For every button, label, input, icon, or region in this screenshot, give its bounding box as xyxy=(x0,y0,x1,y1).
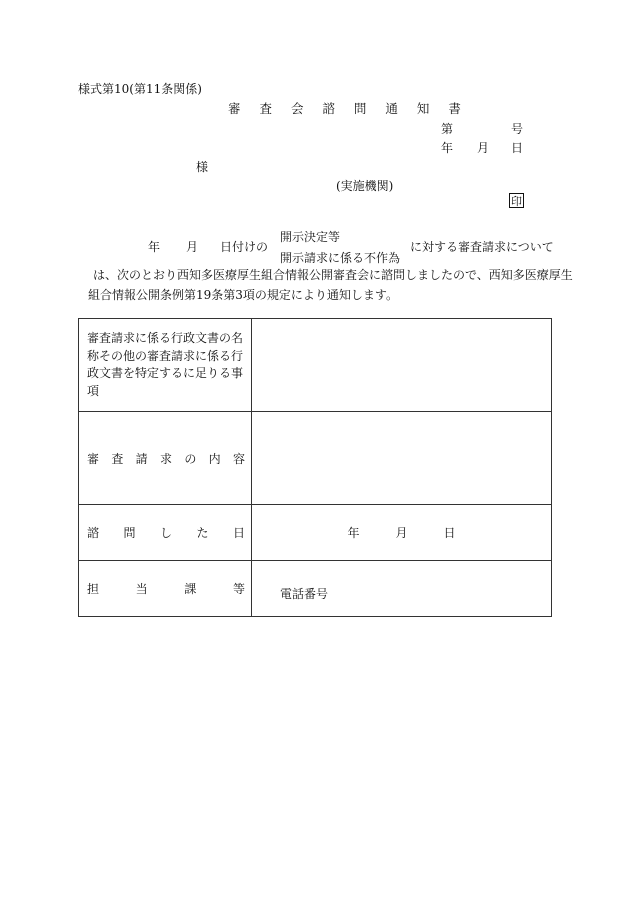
label-char: 内 xyxy=(208,451,221,466)
addressee-suffix: 様 xyxy=(196,160,209,174)
seal-mark: 印 xyxy=(511,195,522,208)
label-char: 問 xyxy=(123,526,136,540)
label-consultation-date xyxy=(79,505,252,561)
document-title: 審 査 会 諮 問 通 知 書 xyxy=(228,101,469,116)
body-line-3: 組合情報公開条例第19条第3項の規定により通知します。 xyxy=(88,288,398,302)
agency-label: (実施機関) xyxy=(336,179,394,193)
label-char: の xyxy=(184,451,197,466)
label-char: し xyxy=(159,526,172,540)
label-char: 請 xyxy=(135,451,148,466)
notification-table xyxy=(78,318,552,617)
label-char: 当 xyxy=(135,582,148,596)
form-number: 様式第10(第11条関係) xyxy=(78,82,202,96)
table-row xyxy=(79,505,552,561)
consultation-year-label: 年 xyxy=(347,526,360,540)
value-consultation-date[interactable] xyxy=(252,505,552,561)
label-char: 等 xyxy=(232,582,245,596)
date-month-label: 月 xyxy=(477,141,490,155)
label-responsible-section xyxy=(79,561,252,617)
body-day-suffix: 日付けの xyxy=(220,240,269,254)
label-char: 審 xyxy=(87,451,100,466)
label-char: 課 xyxy=(184,582,197,596)
label-request-content xyxy=(79,412,252,505)
body-line-2: は、次のとおり西知多医療厚生組合情報公開審査会に諮問しましたので、西知多医療厚生 xyxy=(93,268,573,282)
consultation-day-label: 日 xyxy=(443,526,456,540)
document-number-suffix: 号 xyxy=(511,122,524,136)
value-target-document[interactable] xyxy=(252,319,552,412)
label-target-document-text: 審査請求に係る行政文書の名称その他の審査請求に係る行政文書を特定するに足りる事項 xyxy=(87,331,244,398)
label-char: た xyxy=(196,526,209,540)
value-responsible-section[interactable] xyxy=(252,561,552,617)
document-number-prefix: 第 xyxy=(441,122,454,136)
choice-disclosure-decision: 開示決定等 xyxy=(280,230,341,244)
table-row xyxy=(79,561,552,617)
label-char: 担 xyxy=(87,582,100,596)
label-char: 求 xyxy=(159,451,172,466)
table-row xyxy=(79,412,552,505)
label-target-document xyxy=(79,319,252,412)
value-request-content[interactable] xyxy=(252,412,552,505)
date-year-label: 年 xyxy=(441,141,454,155)
label-char: 諮 xyxy=(87,526,100,540)
consultation-month-label: 月 xyxy=(395,526,408,540)
label-char: 日 xyxy=(232,526,245,540)
phone-number-label: 電話番号 xyxy=(280,587,329,601)
date-day-label: 日 xyxy=(511,141,524,155)
table-row xyxy=(79,319,552,412)
body-after-choice: に対する審査請求について xyxy=(410,240,554,254)
choice-inaction: 開示請求に係る不作為 xyxy=(280,251,401,265)
body-year-label: 年 xyxy=(148,240,161,254)
label-char: 容 xyxy=(232,451,245,466)
label-char: 査 xyxy=(111,451,124,466)
body-month-label: 月 xyxy=(186,240,199,254)
